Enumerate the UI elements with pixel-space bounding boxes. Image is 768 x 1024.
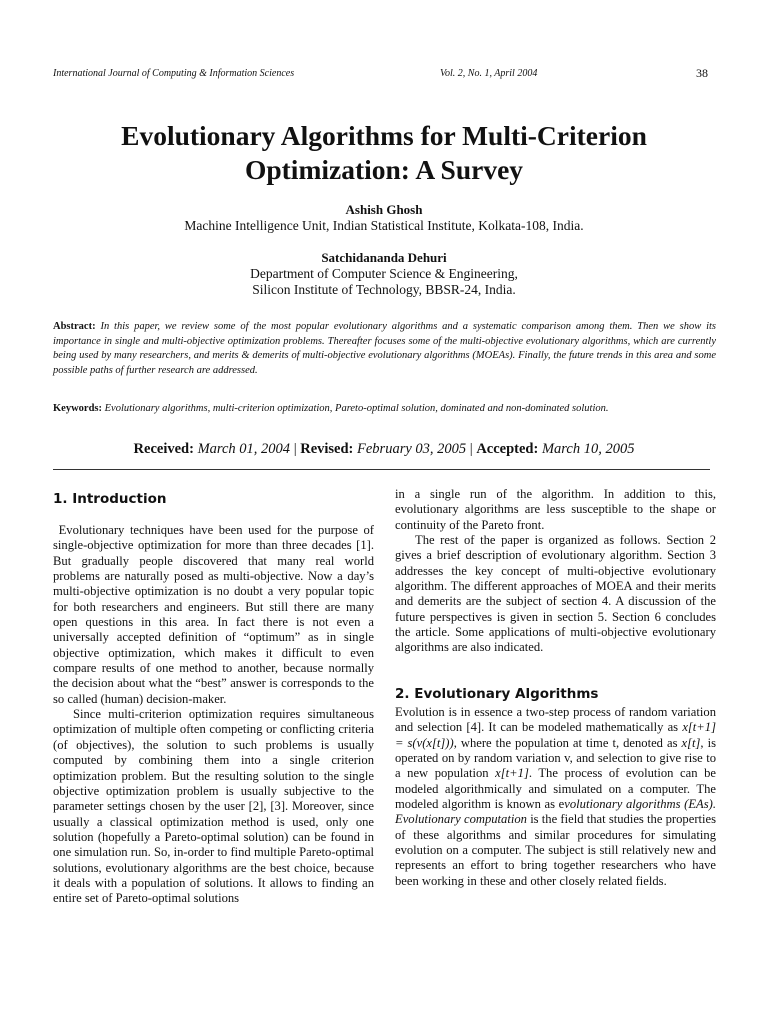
author-name: Satchidananda Dehuri	[321, 250, 447, 265]
paper-title: Evolutionary Algorithms for Multi-Criterion Optimization: A Survey	[121, 120, 647, 185]
keywords-text: Evolutionary algorithms, multi-criterion optimization, Pareto-optimal solution, dominated and non-dominated solution.	[104, 403, 609, 414]
author-affiliation: Silicon Institute of Technology, BBSR-24, India.	[252, 282, 516, 297]
publication-dates	[0, 441, 768, 458]
abstract-text: In this paper, we review some of the most popular evolutionary algorithms and a systematic comparison among them. Then we show its importance in single and multi-objective optimization problems. Thereafter focuses some of the multi-objective evolutionary algorithms, which are currently being used by many researchers, and merits & demerits of multi-objective evolutionary algorithms (MOEAs). Finally, the future trends in this area and some possible paths of further research are addressed.	[53, 321, 717, 376]
paragraph: Evolutionary techniques have been used for the purpose of single-objective optimization for more than three decades [1]. But gradually people discovered that many real world problems are naturally posed as multi-objective. Now a day’s multi-objective optimization is no doubt a very popular topic for both researchers and engineers. But still there are many open questions in this area. In fact there is not even a universally accepted definition of “optimum” as in single objective optimization, which makes it difficult to even compare results of one method to another, because normally the decision about what the “best” answer is corresponds to the so called (human) decision-maker.	[53, 523, 374, 706]
left-column	[53, 523, 374, 907]
equation: x[t+1]	[495, 766, 529, 781]
keywords-label: Keywords	[53, 403, 99, 414]
journal-name: International Journal of Computing & Information Sciences	[53, 68, 295, 79]
section-heading-evolutionary-algorithms: 2. Evolutionary Algorithms	[395, 686, 599, 702]
keywords: Keywords: Evolutionary algorithms, multi-criterion optimization, Pareto-optimal solution, dominated and non-dominated solution.	[53, 403, 609, 414]
received-label: Received:	[133, 441, 194, 457]
accepted-label: Accepted:	[476, 441, 539, 457]
volume-info: Vol. 2, No. 1, April 2004	[440, 68, 538, 79]
date-separator: |	[293, 441, 297, 457]
abstract	[53, 320, 716, 378]
paragraph: Evolution is in essence a two-step process of random variation and selection [4]. It can be modeled mathematically as x[t+1] = s(v(x[t])), where the population at time t, denoted as x[t], is operated on by random variation v, and selection to give rise to a new population x[t+1]. The process of evolution can be modeled algorithmically and simulated on a computer. The modeled algorithm is known as evolutionary algorithms (EAs). Evolutionary computation is the field that studies the properties of these algorithms and similar procedures for simulating evolution on a computer. The subject is still relatively new and represents an effort to bring together researchers who have been working in these and other closely related fields.	[395, 705, 716, 888]
revised-date: February 03, 2005	[357, 441, 467, 457]
accepted-date: March 10, 2005	[541, 441, 635, 457]
received-date: March 01, 2004	[197, 441, 291, 457]
section-heading-introduction: 1. Introduction	[53, 491, 167, 507]
paragraph: The rest of the paper is organized as follows. Section 2 gives a brief description of evolutionary algorithm. Section 3 addresses the key concept of multi-objective evolutionary algorithm. The different approaches of MOEA and their merits and demerits are the subject of section 4. A discussion of the future perspectives is given in section 5. Section 6 concludes the article. Some applications of multi-objective evolutionary algorithms are also indicated.	[395, 533, 716, 655]
author-block	[0, 202, 768, 234]
date-separator: |	[469, 441, 473, 457]
revised-label: Revised:	[300, 441, 354, 457]
equation: x[t+1] = s(v(x[t]))	[395, 720, 716, 750]
author-affiliation: Department of Computer Science & Engineering,	[250, 266, 518, 281]
abstract-label: Abstract:	[53, 321, 96, 332]
right-column	[395, 487, 716, 656]
author-block	[0, 250, 768, 298]
page-number: 38	[696, 66, 708, 80]
paragraph: Since multi-criterion optimization requires simultaneous optimization of multiple often competing or conflicting criteria (of objectives), the solution to such problems is usually computed by combining them into a single criterion optimization problem. But the resulting solution to the single objective optimization problem is usually subjective to the parameter settings chosen by the user [2], [3]. Moreover, since usually a classical optimization method is used, only one solution (hopefully a Pareto-optimal solution) can be found in one simulation run. So, in-order to find multiple Pareto-optimal solutions, evolutionary algorithms are the best choice, because it deals with a population of solutions. It allows to finding an entire set of Pareto-optimal solutions	[53, 707, 374, 906]
author-name: Ashish Ghosh	[345, 202, 423, 217]
paragraph: in a single run of the algorithm. In addition to this, evolutionary algorithms are less susceptible to the shape or continuity of the Pareto front.	[395, 487, 716, 532]
equation: x[t]	[681, 735, 701, 750]
author-affiliation: Machine Intelligence Unit, Indian Statistical Institute, Kolkata-108, India.	[184, 218, 584, 233]
divider	[53, 469, 710, 470]
